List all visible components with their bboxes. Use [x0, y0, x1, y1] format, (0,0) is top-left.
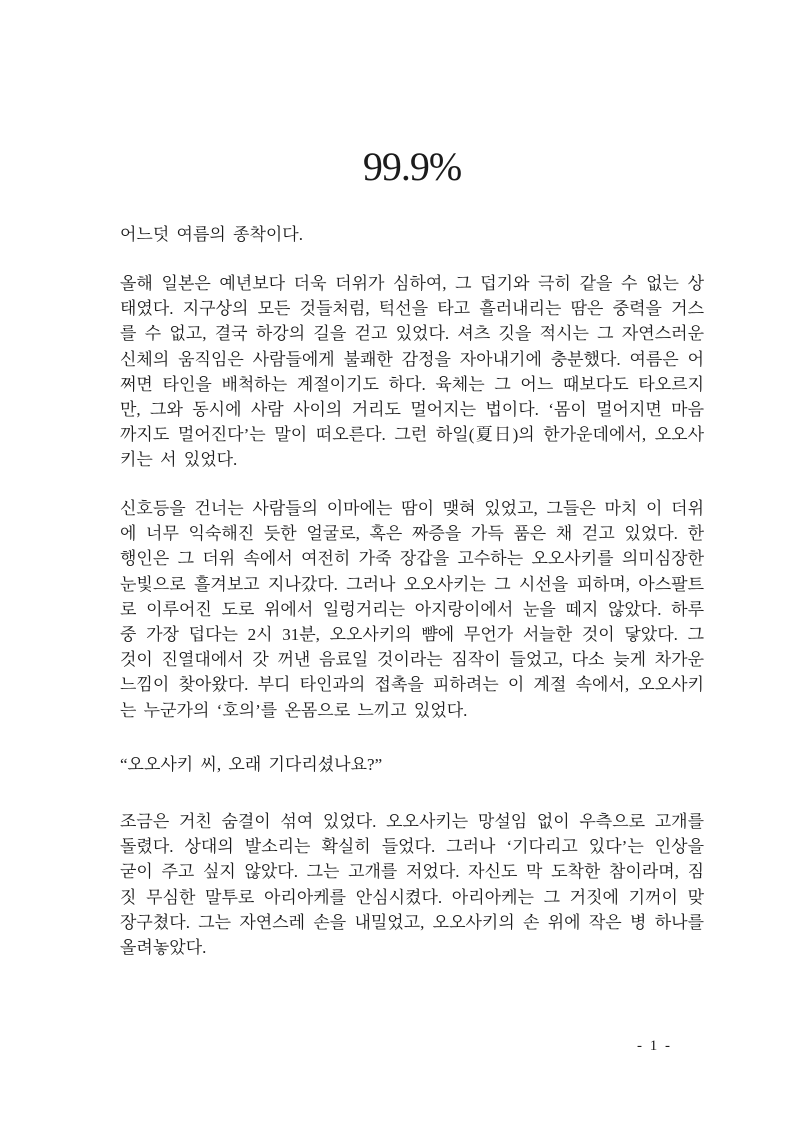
- text-line: 를 수 없고, 결국 하강의 길을 걷고 있었다. 셔츠 깃을 적시는 그 자연스러운: [120, 324, 704, 344]
- text-line: 장구쳤다. 그는 자연스레 손을 내밀었고, 오오사키의 손 위에 작은 병 하나를: [120, 912, 704, 932]
- text-line: 조금은 거친 숨결이 섞여 있었다. 오오사키는 망설임 없이 우측으로 고개를: [120, 812, 704, 831]
- text-line: 중 가장 덥다는 2시 31분, 오오사키의 뺨에 무언가 서늘한 것이 닿았다. 그: [120, 625, 704, 645]
- text-line: 것이 진열대에서 갓 꺼낸 음료일 것이라는 짐작이 들었고, 다소 늦게 차가운: [120, 650, 704, 670]
- paragraph-dialogue: [120, 752, 704, 777]
- page-number: - 1 -: [637, 1038, 672, 1054]
- text-line: “오오사키 씨, 오래 기다리셨나요?”: [120, 755, 383, 774]
- text-line: 신호등을 건너는 사람들의 이마에는 땀이 맺혀 있었고, 그들은 마치 이 더위: [120, 499, 704, 518]
- text-line: 눈빛으로 흘겨보고 지나갔다. 그러나 오오사키는 그 시선을 피하며, 아스팔트: [120, 574, 704, 594]
- text-line: 굳이 주고 싶지 않았다. 그는 고개를 저었다. 자신도 막 도착한 참이라며, 짐: [120, 862, 704, 882]
- text-line: 에 너무 익숙해진 듯한 얼굴로, 혹은 짜증을 가득 품은 채 걷고 있었다. 한: [120, 524, 704, 544]
- text-line: 태였다. 지구상의 모든 것들처럼, 턱선을 타고 흘러내리는 땀은 중력을 거스: [120, 299, 704, 319]
- paragraph-crosswalk: [120, 496, 704, 723]
- text-line: 키는 서 있었다.: [120, 450, 238, 470]
- text-line: 는 누군가의 ‘호의’를 온몸으로 느끼고 있었다.: [120, 700, 468, 720]
- page-title: 99.9%: [362, 144, 462, 189]
- text-line: 만, 그와 동시에 사람 사이의 거리도 멀어지는 법이다. ‘몸이 멀어지면 마음: [120, 400, 704, 420]
- text-line: 까지도 멀어진다’는 말이 떠오른다. 그런 하일(夏日)의 한가운데에서, 오오사: [120, 425, 704, 445]
- text-line: 올해 일본은 예년보다 더욱 더위가 심하여, 그 덥기와 극히 같을 수 없는 상: [120, 274, 704, 293]
- paragraph-intro: [120, 222, 704, 247]
- text-line: 신체의 움직임은 사람들에게 불쾌한 감정을 자아내기에 충분했다. 여름은 어: [120, 349, 704, 369]
- text-line: 짓 무심한 말투로 아리아케를 안심시켰다. 아리아케는 그 거짓에 기꺼이 맞: [120, 887, 704, 907]
- text-line: 올려놓았다.: [120, 938, 207, 958]
- text-line: 느낌이 찾아왔다. 부디 타인과의 접촉을 피하려는 이 계절 속에서, 오오사키: [120, 675, 704, 695]
- text-line: 로 이루어진 도로 위에서 일렁거리는 아지랑이에서 눈을 떼지 않았다. 하루: [120, 599, 704, 619]
- text-line: 쩌면 타인을 배척하는 계절이기도 하다. 육체는 그 어느 때보다도 타오르지: [120, 374, 704, 394]
- text-line: 행인은 그 더위 속에서 여전히 가죽 장갑을 고수하는 오오사키를 의미심장한: [120, 549, 704, 569]
- paragraph-summer: [120, 271, 704, 473]
- text-line: 돌렸다. 상대의 발소리는 확실히 들었다. 그러나 ‘기다리고 있다’는 인상을: [120, 837, 704, 857]
- paragraph-ariake: [120, 809, 704, 960]
- text-line: 어느덧 여름의 종착이다.: [120, 225, 303, 244]
